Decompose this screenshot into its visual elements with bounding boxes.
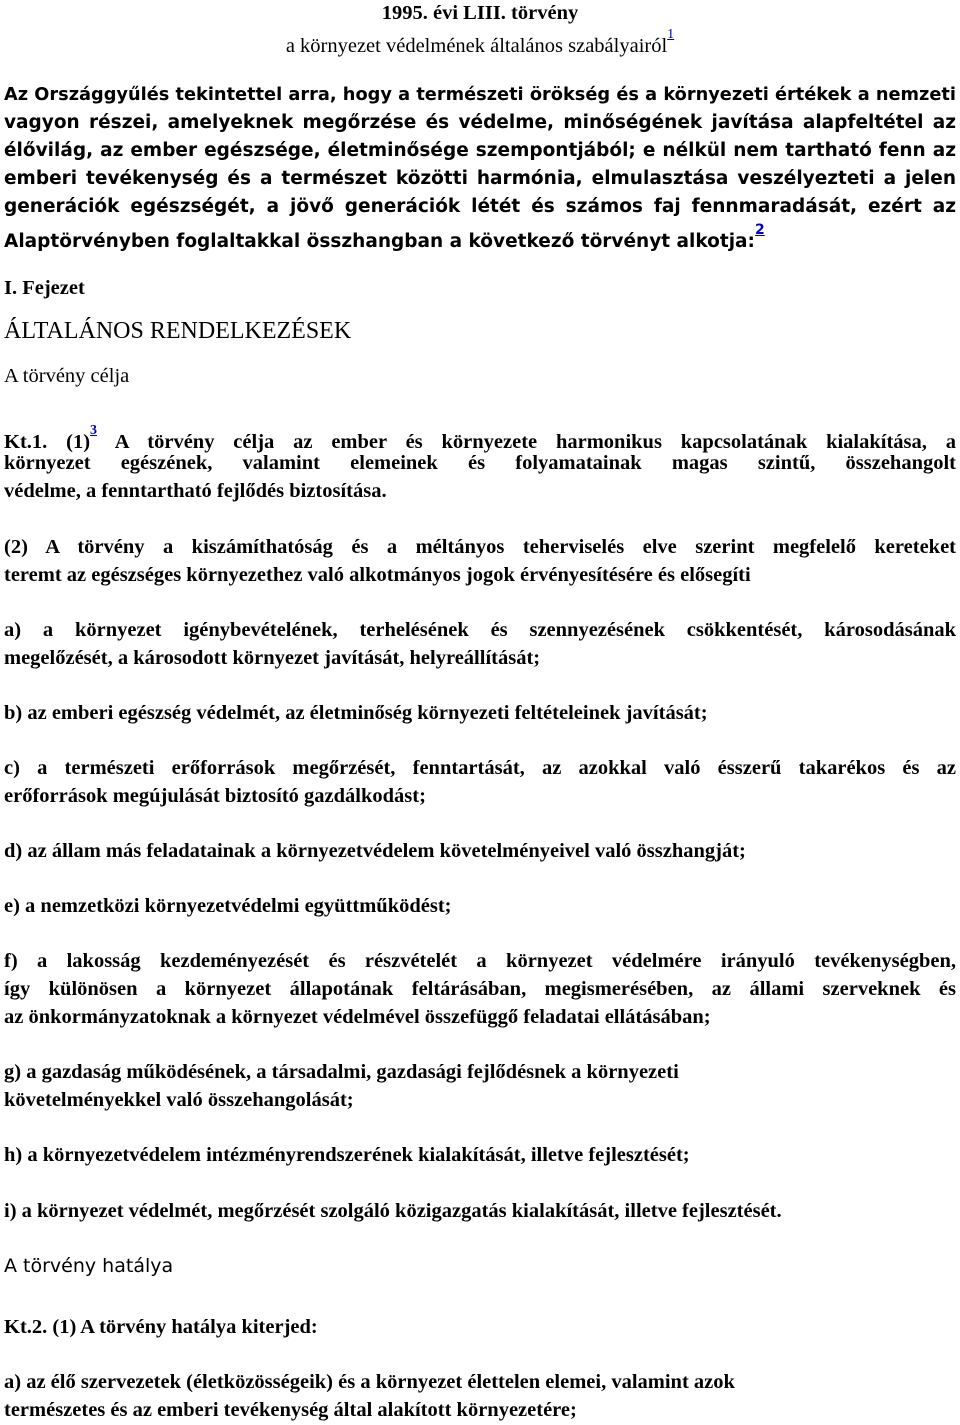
section2-item-a: a) az élő szervezetek (életközösségeik) és a környezet élettelen elemei, valamint azok (4, 1371, 735, 1393)
list-item-f: így különösen a környezet állapotának feltárásában, megismerésében, az állami szerveknek és (4, 978, 956, 1000)
law-subtitle: a környezet védelmének általános szabályairól$^{^1}$ (285, 27, 675, 57)
section1-para1-line: környezet egészének, valamint elemeinek és folyamatainak magas szintű, összehangolt (4, 452, 956, 474)
section2-para1: Kt.2. (1) A törvény hatálya kiterjed: (4, 1316, 318, 1338)
chapter-title: ÁLTALÁNOS RENDELKEZÉSEK (4, 318, 352, 344)
list-item-g: g) a gazdaság működésének, a társadalmi, gazdasági fejlődésnek a környezeti (4, 1061, 679, 1083)
section1-para2-line: teremt az egészséges környezethez való alkotmányos jogok érvényesítésére és elősegíti (4, 564, 751, 586)
list-item-c: c) a természeti erőforrások megőrzését, fenntartását, az azokkal való ésszerű takarékos és az (4, 757, 956, 779)
preamble-line: emberi tevékenység és a természet közötti harmónia, elmulasztása veszélyezteti a jelen (4, 168, 956, 189)
list-item-g: követelményekkel való összehangolását; (4, 1089, 354, 1111)
preamble-line: generációk egészségét, a jövő generációk létét és számos faj fennmaradását, ezért az (4, 196, 956, 217)
list-item-f: f) a lakosság kezdeményezését és részvételét a környezet védelmére irányuló tevékenységben, (4, 950, 956, 972)
list-item-b: b) az emberi egészség védelmét, az életminőség környezeti feltételeinek javítását; (4, 702, 708, 724)
list-item-c: erőforrások megújulását biztosító gazdálkodást; (4, 785, 426, 807)
list-item-d: d) az állam más feladatainak a környezetvédelem követelményeivel való összhangját; (4, 840, 746, 862)
footnote-link-1[interactable]: 1 (667, 27, 675, 42)
law-title: 1995. évi LIII. törvény (381, 2, 579, 24)
chapter-number: I. Fejezet (4, 277, 85, 299)
footnote-link-3[interactable]: 3 (90, 423, 98, 438)
section1-para1-line: védelme, a fenntartható fejlődés biztosítása. (4, 480, 387, 502)
list-item-h: h) a környezetvédelem intézményrendszerének kialakítását, illetve fejlesztését; (4, 1144, 690, 1166)
list-item-e: e) a nemzetközi környezetvédelmi együttműködést; (4, 895, 452, 917)
footnote-link-2[interactable]: 2 (754, 222, 765, 238)
preamble-line: élővilág, az ember egészsége, életminősége szempontjából; e nélkül nem tartható fenn az (4, 140, 956, 161)
section-heading: A törvény célja (4, 365, 130, 387)
list-item-a: a) a környezet igénybevételének, terhelésének és szennyezésének csökkentését, károsodásának (4, 619, 956, 641)
section1-para1-line: Kt.1. $(1)^{^3}$ A törvény célja az ember és környezete harmonikus kapcsolatának kialakítása, a (4, 423, 956, 453)
list-item-f: az önkormányzatoknak a környezet védelmével összefüggő feladatai ellátásában; (4, 1006, 711, 1028)
section2-item-a: természetes és az emberi tevékenység által alakított környezetére; (4, 1399, 577, 1421)
preamble-line: Alaptörvényben foglaltakkal összhangban a következő törvényt alkotja:$^2$ (4, 222, 765, 253)
list-item-i: i) a környezet védelmét, megőrzését szolgáló közigazgatás kialakítását, illetve fejlesztését. (4, 1200, 782, 1222)
list-item-a: megelőzését, a károsodott környezet javítását, helyreállítását; (4, 647, 541, 669)
section1-para2-line: (2) A törvény a kiszámíthatóság és a méltányos teherviselés elve szerint megfelelő kereteket (4, 536, 956, 558)
preamble-line: vagyon részei, amelyeknek megőrzése és védelme, minőségének javítása alapfeltétel az (4, 112, 956, 133)
preamble-line: Az Országgyűlés tekintettel arra, hogy a természeti örökség és a környezeti értékek a nemzeti (4, 85, 956, 105)
section-heading: A törvény hatálya (4, 1255, 174, 1277)
